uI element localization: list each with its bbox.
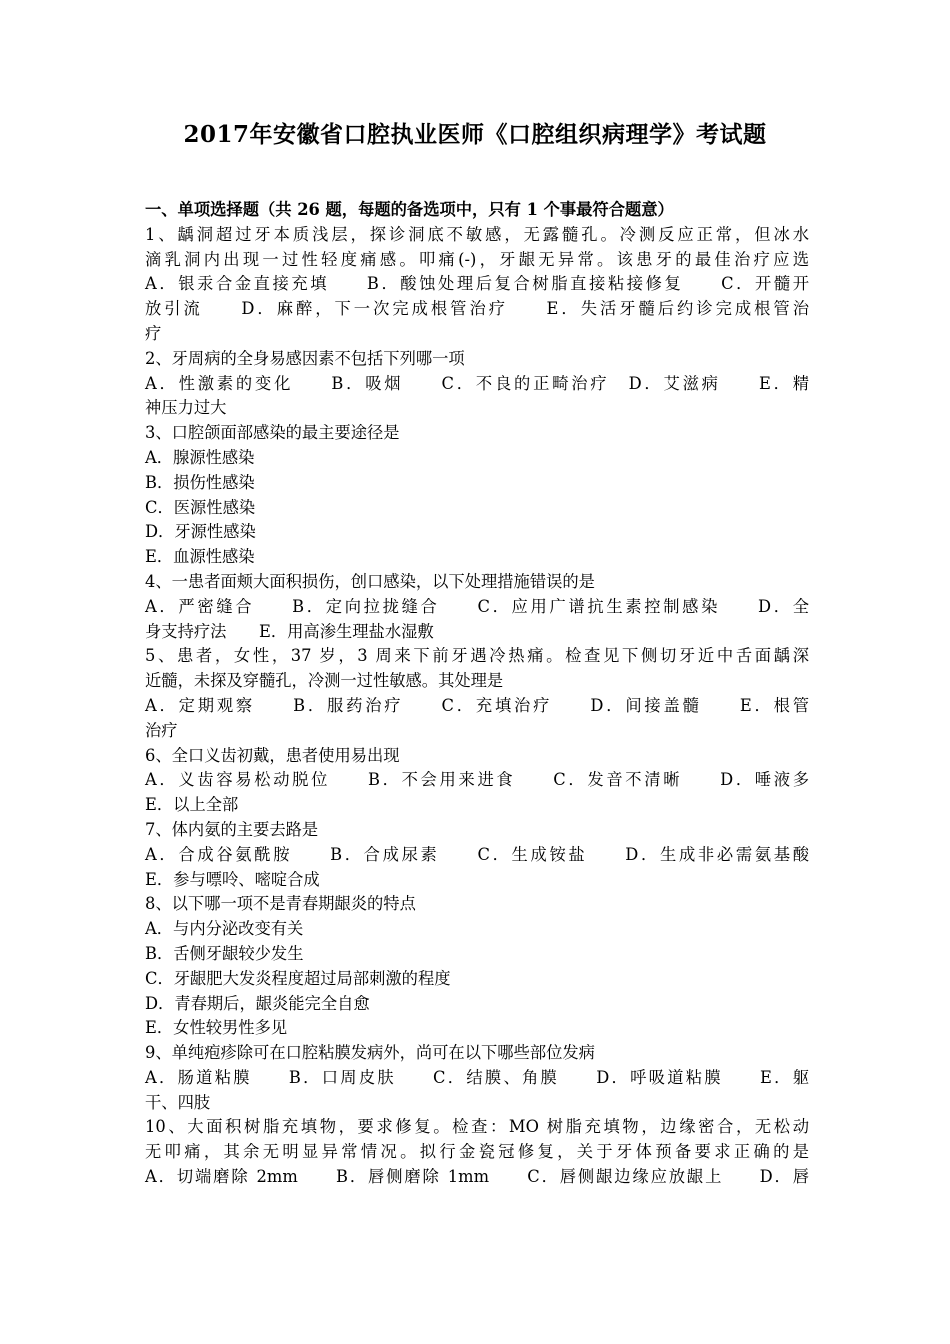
text-line: A．腺源性感染 — [145, 447, 255, 467]
text-line: A．义齿容易松动脱位 B．不会用来进食 C．发音不清晰 D．唾液多 — [145, 770, 809, 790]
question-list — [145, 223, 809, 1190]
text-line: 滴乳洞内出现一过性轻度痛感。叩痛(-)，牙龈无异常。该患牙的最佳治疗应选 — [145, 249, 809, 269]
text-line: A．肠道粘膜 B．口周皮肤 C．结膜、角膜 D．呼吸道粘膜 E．躯 — [145, 1067, 809, 1087]
text-line: 身支持疗法 E．用高渗生理盐水湿敷 — [145, 621, 434, 641]
text-line: A．切端磨除 2mm B．唇侧磨除 1mm C．唇侧龈边缘应放龈上 D．唇 — [145, 1167, 809, 1187]
text-line: A．合成谷氨酰胺 B．合成尿素 C．生成铵盐 D．生成非必需氨基酸 — [145, 844, 809, 864]
text-line: 无叩痛，其余无明显异常情况。拟行金瓷冠修复，关于牙体预备要求正确的是 — [145, 1142, 809, 1162]
document-title: 2017年安徽省口腔执业医师《口腔组织病理学》考试题 — [183, 121, 767, 148]
text-line: 9、单纯疱疹除可在口腔粘膜发病外，尚可在以下哪些部位发病 — [145, 1043, 595, 1063]
text-line: 治疗 — [145, 720, 178, 740]
text-line: 近髓，未探及穿髓孔，冷测一过性敏感。其处理是 — [145, 671, 504, 691]
text-line: E．以上全部 — [145, 795, 239, 815]
text-line: B．损伤性感染 — [145, 472, 255, 492]
text-line: D．青春期后，龈炎能完全自愈 — [145, 993, 370, 1013]
text-line: 干、四肢 — [145, 1092, 211, 1112]
text-line: 6、全口义齿初戴，患者使用易出现 — [145, 745, 400, 765]
text-line: A．定期观察 B．服药治疗 C．充填治疗 D．间接盖髓 E．根管 — [145, 695, 809, 715]
text-line: 5、患者，女性，37 岁，3 周来下前牙遇冷热痛。检查见下侧切牙近中舌面龋深 — [145, 646, 809, 666]
text-line: 10、大面积树脂充填物，要求修复。检查：MO 树脂充填物，边缘密合，无松动 — [145, 1117, 809, 1137]
text-line: 2、牙周病的全身易感因素不包括下列哪一项 — [145, 348, 465, 368]
section-heading: 一、单项选择题（共 26 题，每题的备选项中，只有 1 个事最符合题意） — [145, 200, 674, 219]
text-line: 疗 — [145, 323, 162, 343]
text-line: 8、以下哪一项不是青春期龈炎的特点 — [145, 894, 416, 914]
text-line: 4、一患者面颊大面积损伤，创口感染，以下处理措施错误的是 — [145, 571, 595, 591]
text-line: E．女性较男性多见 — [145, 1018, 288, 1038]
document-body — [145, 198, 809, 1190]
text-line: 1、龋洞超过牙本质浅层，探诊洞底不敏感，无露髓孔。冷测反应正常，但冰水 — [145, 224, 809, 244]
text-line: E．参与嘌呤、嘧啶合成 — [145, 869, 320, 889]
text-line: A．性激素的变化 B．吸烟 C．不良的正畸治疗 D．艾滋病 E．精 — [145, 373, 809, 393]
text-line: B．舌侧牙龈较少发生 — [145, 943, 304, 963]
text-line: C．医源性感染 — [145, 497, 256, 517]
text-line: 神压力过大 — [145, 398, 227, 418]
text-line: 放引流 D．麻醉，下一次完成根管治疗 E．失活牙髓后约诊完成根管治 — [145, 299, 809, 319]
text-line: 3、口腔颌面部感染的最主要途径是 — [145, 423, 400, 443]
text-line: A．与内分泌改变有关 — [145, 919, 304, 939]
text-line: E．血源性感染 — [145, 547, 255, 567]
text-line: 7、体内氨的主要去路是 — [145, 819, 319, 839]
text-line: A．严密缝合 B．定向拉拢缝合 C．应用广谱抗生素控制感染 D．全 — [145, 596, 809, 616]
text-line: C．牙龈肥大发炎程度超过局部刺激的程度 — [145, 968, 451, 988]
text-line: A．银汞合金直接充填 B．酸蚀处理后复合树脂直接粘接修复 C．开髓开 — [145, 274, 809, 294]
text-line: D．牙源性感染 — [145, 522, 256, 542]
